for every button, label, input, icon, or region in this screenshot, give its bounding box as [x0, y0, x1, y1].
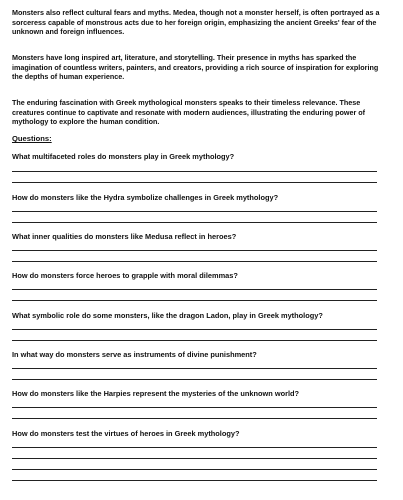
question-6: In what way do monsters serve as instruments of divine punishment?: [12, 350, 257, 359]
answer-line[interactable]: [12, 368, 377, 369]
question-5: What symbolic role do some monsters, like the dragon Ladon, play in Greek mythology?: [12, 311, 323, 320]
answer-line[interactable]: [12, 289, 377, 290]
answer-line[interactable]: [12, 329, 377, 330]
answer-line[interactable]: [12, 261, 377, 262]
question-2: How do monsters like the Hydra symbolize challenges in Greek mythology?: [12, 193, 279, 202]
answer-line[interactable]: [12, 469, 377, 470]
answer-line[interactable]: [12, 222, 377, 223]
question-8: How do monsters test the virtues of heroes in Greek mythology?: [12, 429, 240, 438]
answer-line[interactable]: [12, 340, 377, 341]
paragraph-inspiration: Monsters have long inspired art, literature, and storytelling. Their presence in myths has sparked the imagination of countless writers, painters, and creators, providing a rich source of inspiration for exploring the depths of human experience.: [12, 53, 379, 82]
question-7: How do monsters like the Harpies represent the mysteries of the unknown world?: [12, 389, 300, 398]
answer-line[interactable]: [12, 300, 377, 301]
answer-line[interactable]: [12, 182, 377, 183]
answer-line[interactable]: [12, 250, 377, 251]
questions-heading: Questions:: [12, 134, 52, 143]
answer-line[interactable]: [12, 447, 377, 448]
answer-line[interactable]: [12, 211, 377, 212]
question-3: What inner qualities do monsters like Medusa reflect in heroes?: [12, 232, 237, 241]
answer-line[interactable]: [12, 407, 377, 408]
paragraph-medea: Monsters also reflect cultural fears and myths. Medea, though not a monster herself, is often portrayed as a sorceress capable of monstrous acts due to her foreign origin, emphasizing the ancient Greeks' fear of the unknown and foreign influences.: [12, 8, 380, 37]
answer-line[interactable]: [12, 458, 377, 459]
question-4: How do monsters force heroes to grapple with moral dilemmas?: [12, 271, 238, 280]
question-1: What multifaceted roles do monsters play in Greek mythology?: [12, 152, 235, 161]
answer-line[interactable]: [12, 379, 377, 380]
paragraph-fascination: The enduring fascination with Greek mythological monsters speaks to their timeless relevance. These creatures continue to captivate and resonate with modern audiences, illustrating the enduring power of mythology to explore the human condition.: [12, 98, 366, 127]
answer-line[interactable]: [12, 418, 377, 419]
answer-line[interactable]: [12, 171, 377, 172]
answer-line[interactable]: [12, 480, 377, 481]
